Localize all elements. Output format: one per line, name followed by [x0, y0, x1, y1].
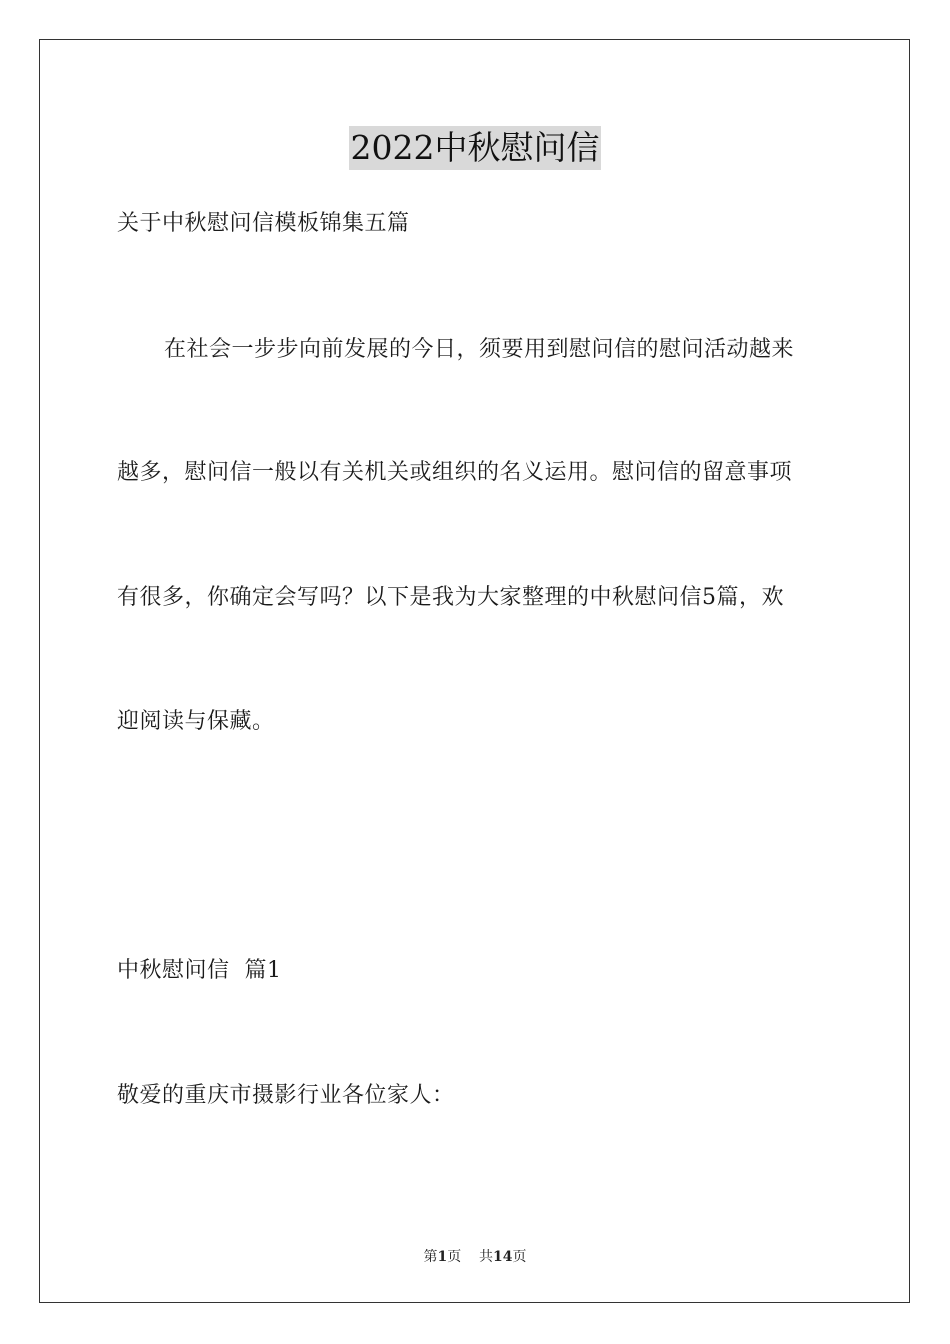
- footer-total-suffix: 页: [512, 1249, 527, 1265]
- salutation: 敬爱的重庆市摄影行业各位家人：: [117, 1083, 455, 1108]
- document-subtitle: 关于中秋慰问信模板锦集五篇: [117, 211, 410, 236]
- paragraph-line-4: 迎阅读与保藏。: [117, 709, 275, 734]
- paragraph-line-2: 越多，慰问信一般以有关机关或组织的名义运用。慰问信的留意事项: [117, 460, 793, 485]
- document-title: 2022中秋慰问信: [349, 126, 602, 170]
- paragraph-line-3: 有很多，你确定会写吗？以下是我为大家整理的中秋慰问信5篇，欢: [117, 585, 784, 610]
- page-footer: [0, 1247, 950, 1267]
- footer-page-total: 14: [493, 1249, 513, 1265]
- title-container: [0, 126, 950, 170]
- footer-total-prefix: 共: [479, 1249, 494, 1265]
- paragraph-line-1: 在社会一步步向前发展的今日，须要用到慰问信的慰问活动越来: [164, 337, 795, 362]
- section-heading: 中秋慰问信 篇1: [117, 958, 282, 983]
- footer-page-prefix: 第: [423, 1249, 438, 1265]
- footer-page-current: 1: [437, 1249, 448, 1265]
- footer-page-suffix: 页: [447, 1249, 462, 1265]
